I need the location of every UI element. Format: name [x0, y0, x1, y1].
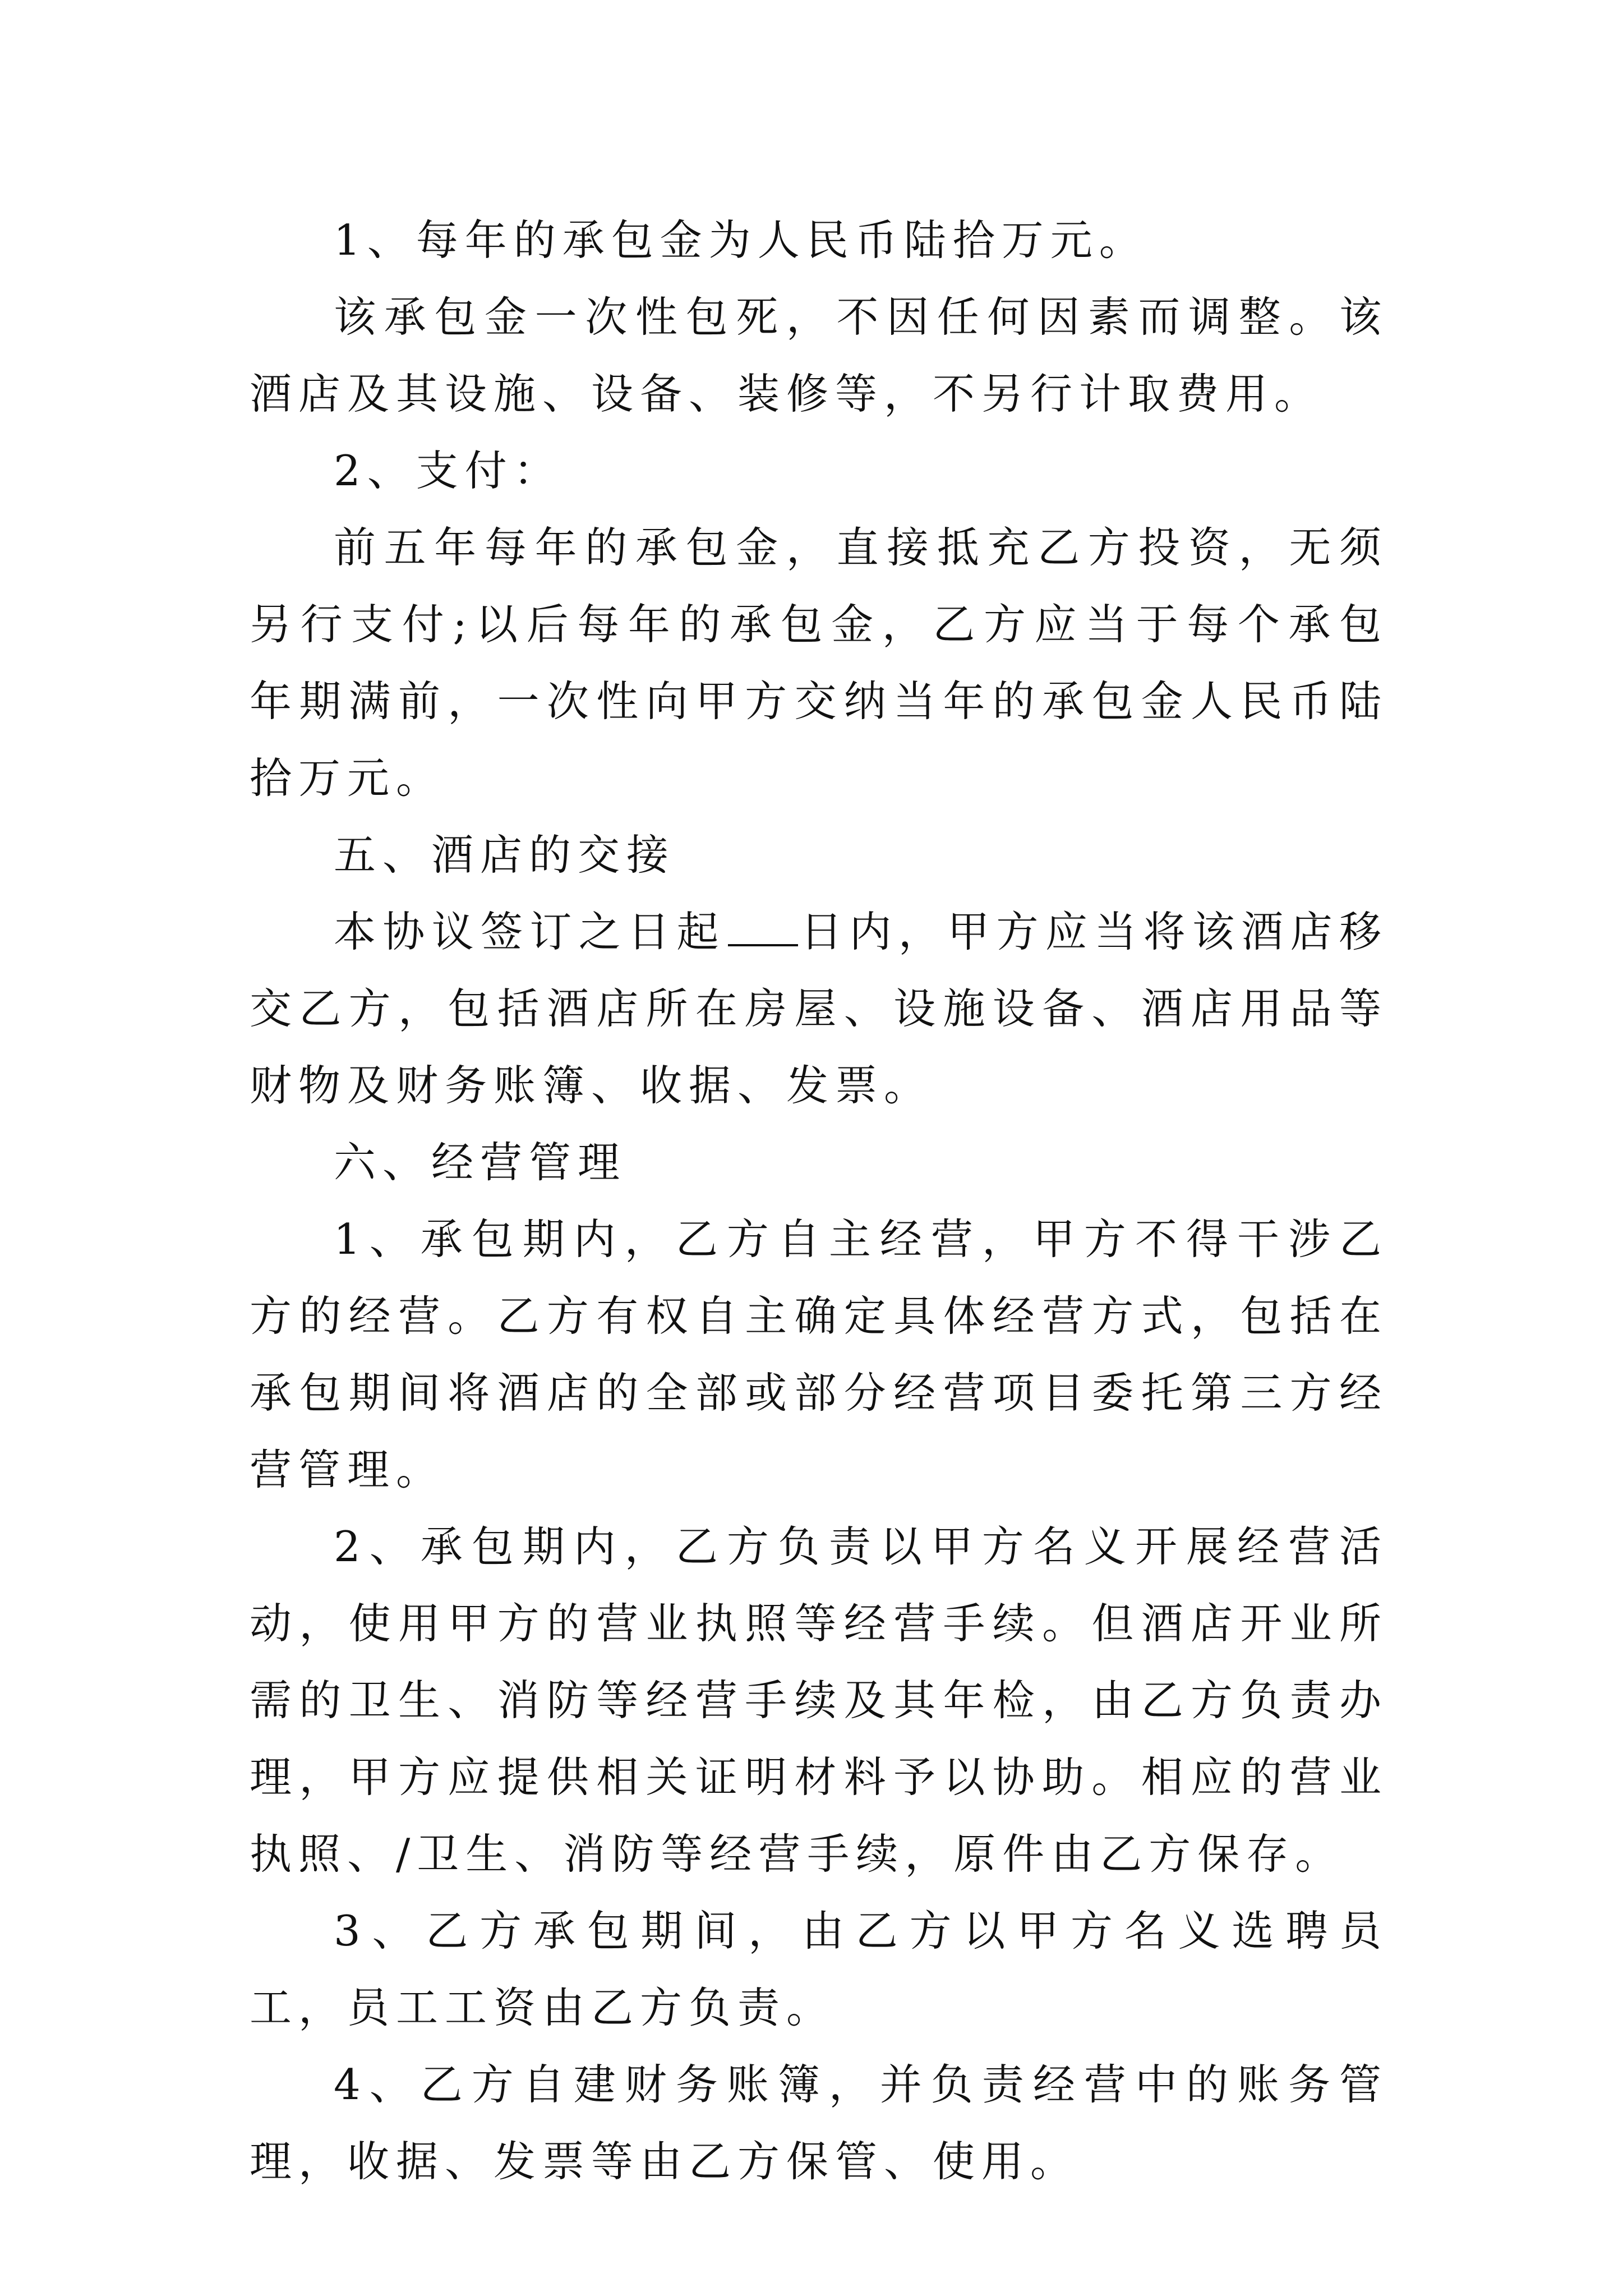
paragraph-fee-amount: 1、每年的承包金为人民币陆拾万元。 — [334, 215, 1148, 265]
paragraph-management-2: 2、承包期内，乙方负责以甲方名义开展经营活动，使用甲方的营业执照等经营手续。但酒店开业所需的卫生、消防等经营手续及其年检，由乙方负责办理，甲方应提供相关证明材料予以协助。相应的营业执照、/卫生、消防等经营手续，原件由乙方保存。 — [250, 1522, 1388, 1879]
paragraph-management-4: 4、乙方自建财务账簿，并负责经营中的账务管理，收据、发票等由乙方保管、使用。 — [250, 2060, 1388, 2186]
paragraph-management-1: 1、承包期内，乙方自主经营，甲方不得干涉乙方的经营。乙方有权自主确定具体经营方式，包括在承包期间将酒店的全部或部分经营项目委托第三方经营管理。 — [250, 1214, 1388, 1494]
paragraph-fee-fixed: 该承包金一次性包死，不因任何因素而调整。该酒店及其设施、设备、装修等，不另行计取费用。 — [250, 292, 1388, 418]
handover-text-after: 日内，甲方应当将该酒店移交乙方，包括酒店所在房屋、设施设备、酒店用品等财物及财务账簿、收据、发票。 — [250, 907, 1388, 1110]
paragraph-management-3: 3、乙方承包期间，由乙方以甲方名义选聘员工，员工工资由乙方负责。 — [250, 1906, 1388, 2032]
paragraph-payment-terms: 前五年每年的承包金，直接抵充乙方投资，无须另行支付;以后每年的承包金，乙方应当于每个承包年期满前，一次性向甲方交纳当年的承包金人民币陆拾万元。 — [250, 523, 1388, 803]
document-body — [250, 202, 1388, 2200]
paragraph-handover — [250, 894, 1388, 1124]
section-heading-management: 六、经营管理 — [334, 1138, 627, 1187]
paragraph-payment-heading: 2、支付： — [334, 446, 562, 495]
handover-text-before: 本协议签订之日起 — [334, 907, 726, 956]
section-heading-handover: 五、酒店的交接 — [334, 830, 676, 880]
days-blank-field — [728, 909, 798, 946]
